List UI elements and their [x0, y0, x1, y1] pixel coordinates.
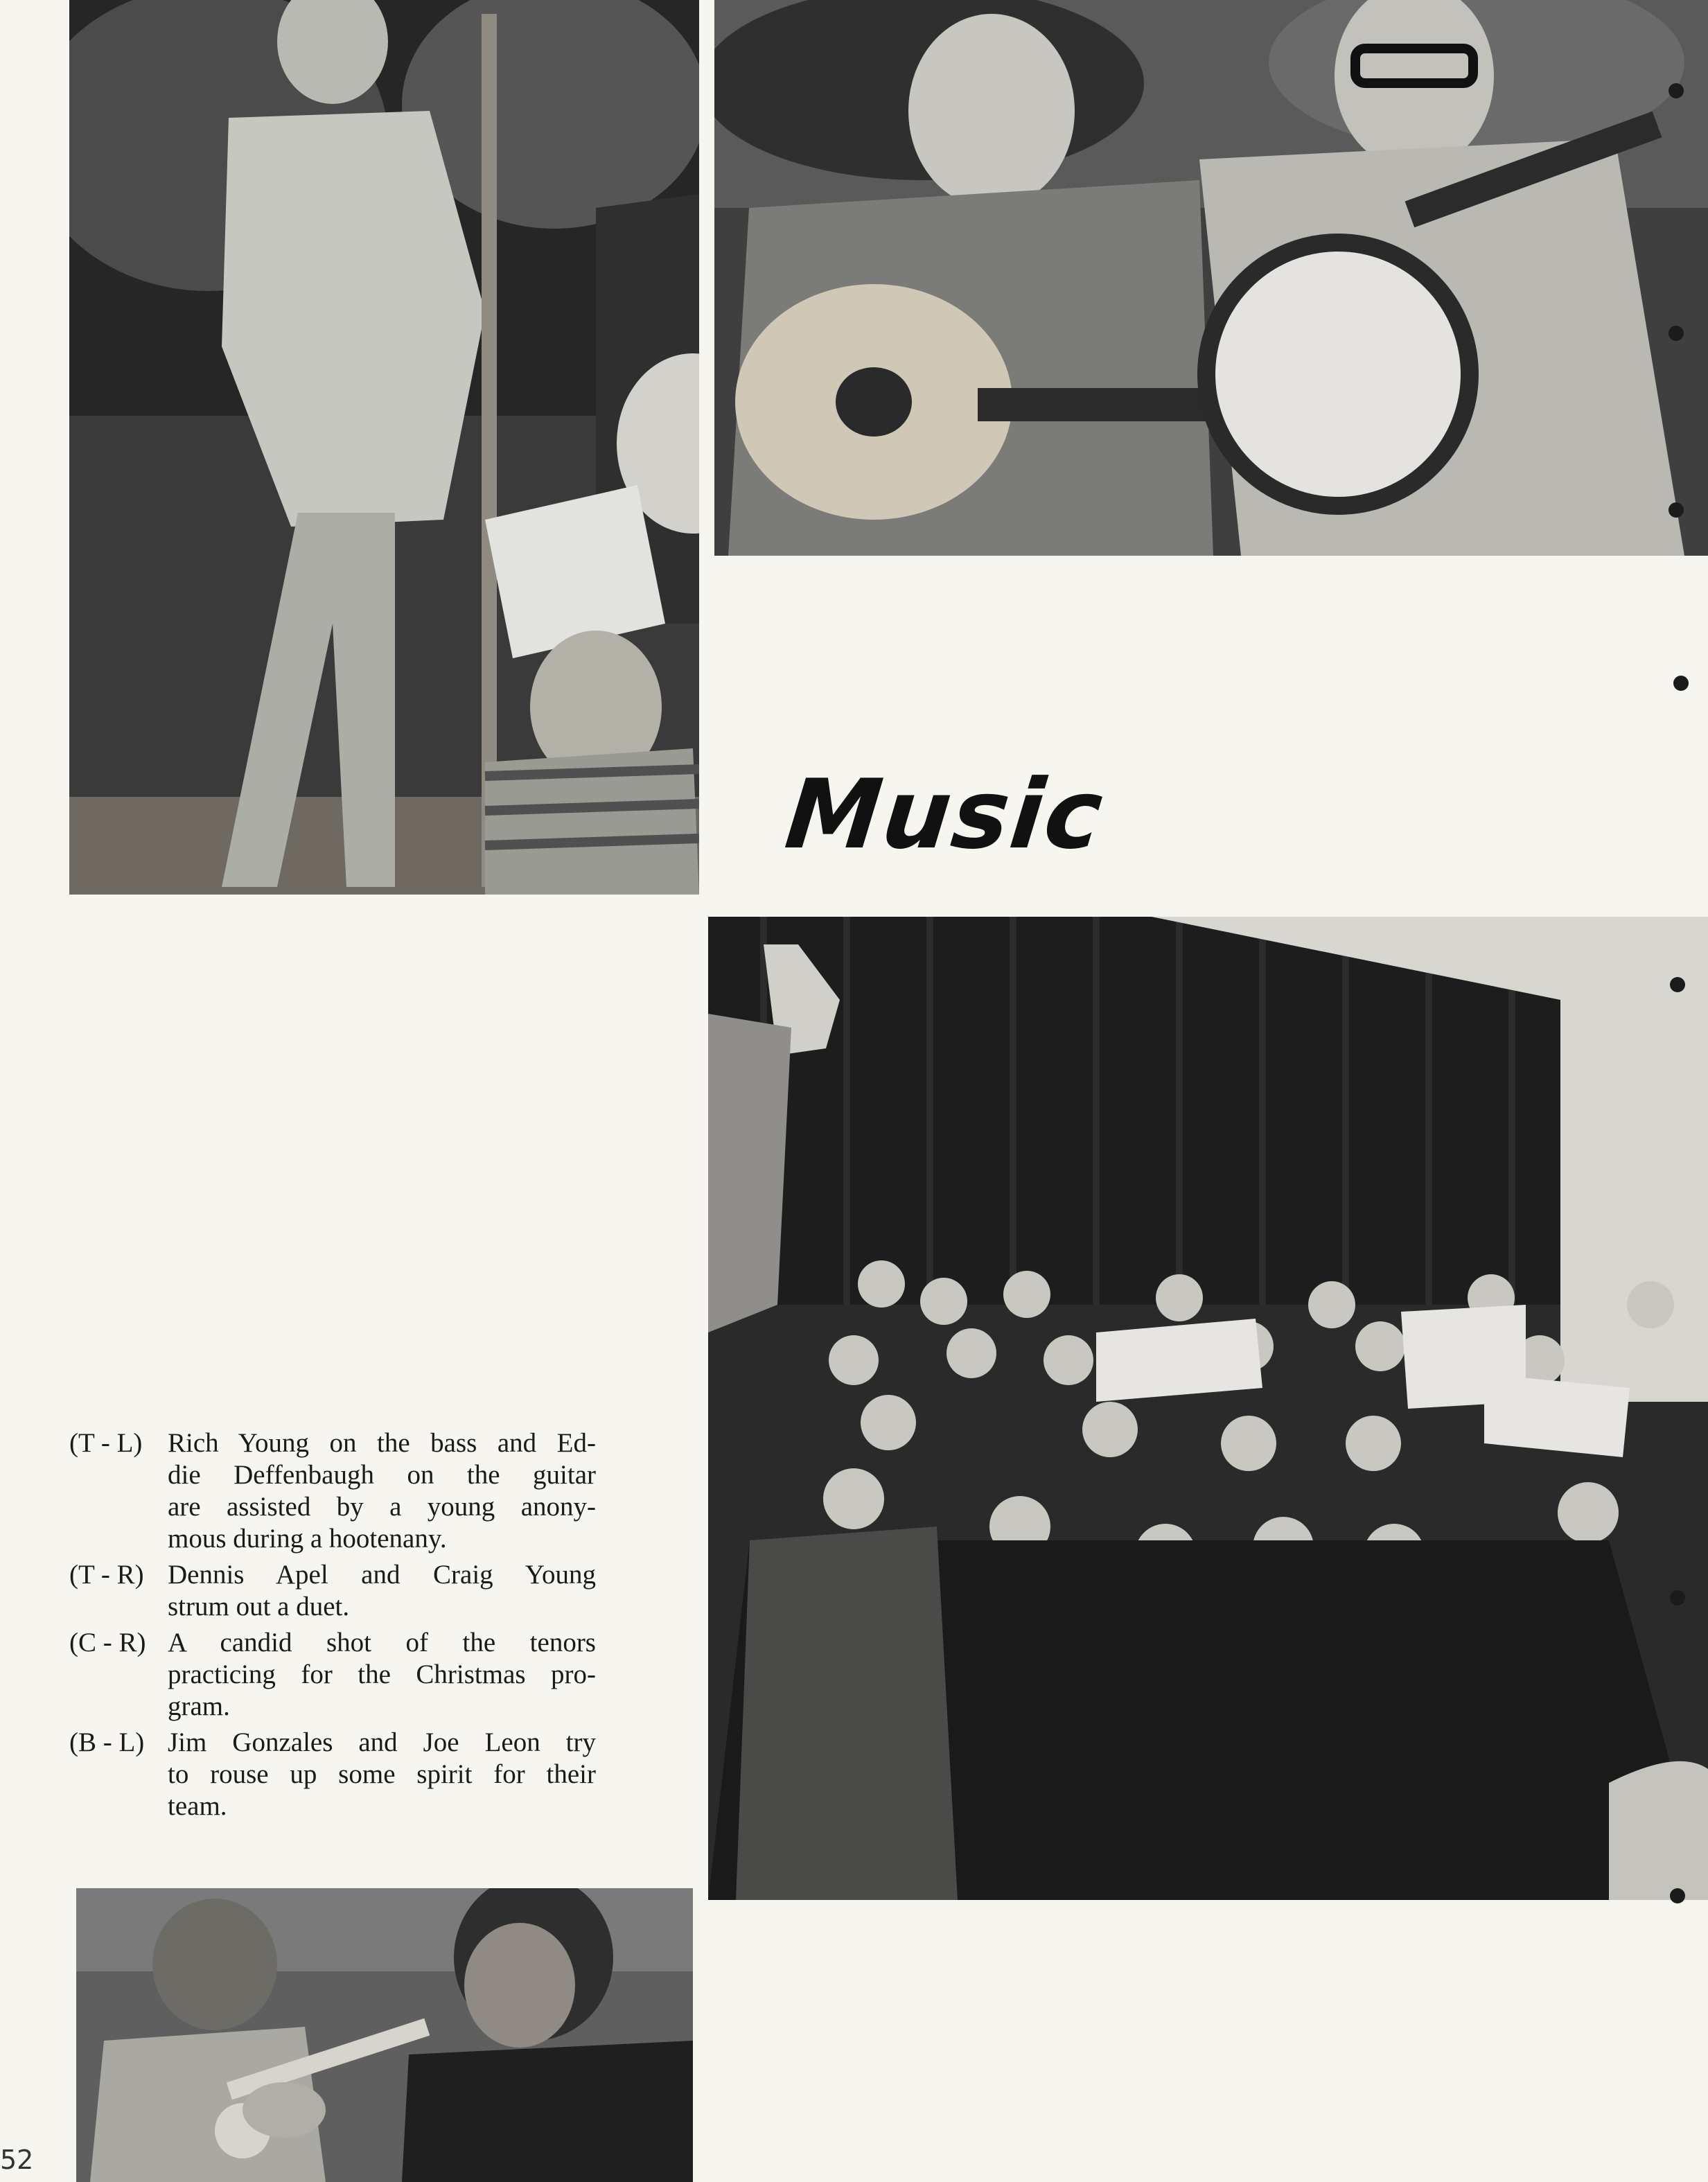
photo-trumpeters: [76, 1888, 693, 2182]
caption-line: are assisted by a young anony-: [168, 1492, 596, 1522]
binder-hole: [1673, 676, 1689, 691]
caption-center-right: [69, 1627, 596, 1723]
caption-line: practicing for the Christmas pro-: [168, 1660, 596, 1689]
caption-code: (T - R): [69, 1560, 144, 1590]
caption-top-left: [69, 1427, 596, 1555]
caption-bottom-left: [69, 1727, 596, 1822]
caption-line: A candid shot of the tenors: [168, 1628, 596, 1657]
caption-line: gram.: [168, 1691, 230, 1721]
binder-hole: [1670, 1590, 1685, 1605]
caption-line: die Deffenbaugh on the guitar: [168, 1460, 596, 1490]
caption-top-right: [69, 1559, 596, 1623]
page-heading: Music: [780, 759, 1109, 870]
binder-hole: [1669, 83, 1684, 98]
caption-text: [168, 1559, 596, 1623]
caption-line: strum out a duet.: [168, 1592, 350, 1621]
caption-text: [168, 1727, 596, 1822]
binder-hole: [1670, 977, 1685, 992]
page-number: 52: [0, 2145, 34, 2175]
caption-line: Jim Gonzales and Joe Leon try: [168, 1727, 596, 1757]
caption-code: (B - L): [69, 1727, 145, 1757]
caption-text: [168, 1627, 596, 1723]
caption-line: Dennis Apel and Craig Young: [168, 1560, 596, 1590]
photo-duet: [714, 0, 1708, 556]
caption-line: mous during a hootenany.: [168, 1524, 447, 1554]
binder-hole: [1669, 326, 1684, 341]
caption-line: to rouse up some spirit for their: [168, 1759, 596, 1789]
photo-captions: [69, 1427, 596, 1827]
binder-hole: [1669, 502, 1684, 518]
caption-line: Rich Young on the bass and Ed-: [168, 1428, 596, 1458]
caption-text: [168, 1427, 596, 1555]
photo-tenors-choir: [708, 917, 1708, 1900]
photo-hootenany: [69, 0, 699, 895]
caption-code: (T - L): [69, 1428, 143, 1458]
caption-code: (C - R): [69, 1628, 146, 1657]
binder-hole: [1670, 1888, 1685, 1903]
caption-line: team.: [168, 1791, 227, 1821]
